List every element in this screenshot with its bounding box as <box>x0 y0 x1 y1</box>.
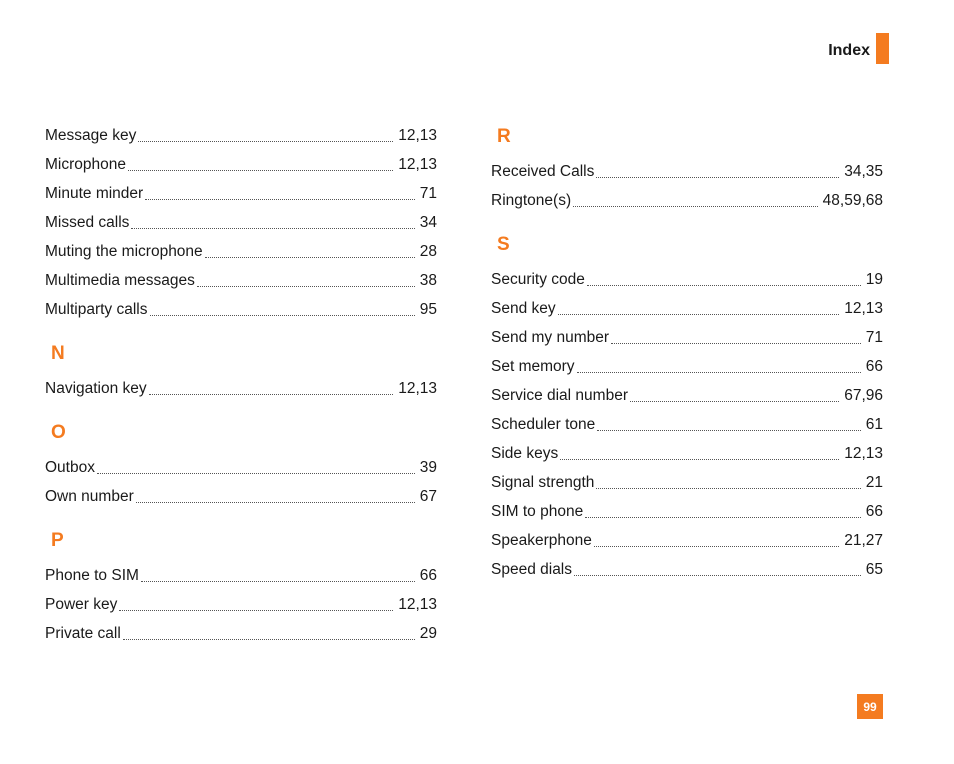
dot-leader <box>150 315 415 316</box>
index-entry <box>491 157 883 186</box>
index-entry-page: 28 <box>419 243 437 260</box>
dot-leader <box>123 639 415 640</box>
index-column-right <box>491 121 883 584</box>
index-column-left <box>45 121 437 648</box>
index-entry <box>45 482 437 511</box>
index-entry <box>45 150 437 179</box>
dot-leader <box>573 206 818 207</box>
index-entry <box>45 590 437 619</box>
index-entry-page: 71 <box>865 329 883 346</box>
index-entry <box>45 561 437 590</box>
index-entry-name: Outbox <box>45 459 95 476</box>
index-entry <box>491 381 883 410</box>
index-entry-page: 48,59,68 <box>822 192 883 209</box>
index-entry-page: 66 <box>419 567 437 584</box>
index-entry-page: 12,13 <box>398 127 437 144</box>
index-entry-page: 38 <box>419 272 437 289</box>
index-entry-name: Microphone <box>45 156 126 173</box>
index-entry <box>45 453 437 482</box>
index-entry <box>45 237 437 266</box>
index-entry <box>491 323 883 352</box>
dot-leader <box>611 343 861 344</box>
index-entry-name: Own number <box>45 488 134 505</box>
index-entry-page: 71 <box>419 185 437 202</box>
dot-leader <box>141 581 415 582</box>
dot-leader <box>149 394 394 395</box>
index-entry-name: Set memory <box>491 358 575 375</box>
header-accent-bar <box>876 33 889 64</box>
index-entry-name: Phone to SIM <box>45 567 139 584</box>
index-entry-page: 61 <box>865 416 883 433</box>
index-entry-page: 66 <box>865 503 883 520</box>
index-entry-page: 67 <box>419 488 437 505</box>
index-entry-name: Speed dials <box>491 561 573 578</box>
index-entry <box>45 295 437 324</box>
dot-leader <box>587 285 861 286</box>
index-entry-page: 12,13 <box>398 156 437 173</box>
index-entry-page: 19 <box>865 271 883 288</box>
index-entry-name: Multiparty calls <box>45 301 148 318</box>
index-entry-page: 12,13 <box>844 300 883 317</box>
index-entry-name: Message key <box>45 127 137 144</box>
index-entry-name: Received Calls <box>491 163 595 180</box>
index-entry <box>491 526 883 555</box>
index-letter-heading: S <box>497 234 510 255</box>
dot-leader <box>558 314 840 315</box>
index-entry-name: Scheduler tone <box>491 416 596 433</box>
index-letter-heading: O <box>51 422 66 443</box>
dot-leader <box>585 517 861 518</box>
index-entry-name: Private call <box>45 625 121 642</box>
index-entry-page: 21,27 <box>844 532 883 549</box>
index-entry <box>491 555 883 584</box>
index-entry-page: 12,13 <box>844 445 883 462</box>
index-entry <box>491 468 883 497</box>
dot-leader <box>577 372 861 373</box>
page-header-title: Index <box>828 42 870 59</box>
index-entry-name: SIM to phone <box>491 503 584 520</box>
index-entry-name: Send key <box>491 300 556 317</box>
index-entry-page: 12,13 <box>398 380 437 397</box>
index-entry <box>491 352 883 381</box>
dot-leader <box>119 610 393 611</box>
index-letter-heading: R <box>497 126 511 147</box>
dot-leader <box>131 228 414 229</box>
index-entry <box>45 374 437 403</box>
index-letter-heading: P <box>51 530 64 551</box>
index-entry <box>491 410 883 439</box>
index-letter-heading: N <box>51 343 65 364</box>
index-entry <box>491 186 883 215</box>
dot-leader <box>574 575 861 576</box>
index-entry <box>45 208 437 237</box>
dot-leader <box>594 546 839 547</box>
index-entry-name: Muting the microphone <box>45 243 203 260</box>
index-entry-page: 95 <box>419 301 437 318</box>
index-entry <box>491 439 883 468</box>
index-entry-name: Security code <box>491 271 585 288</box>
index-entry-page: 67,96 <box>844 387 883 404</box>
dot-leader <box>138 141 393 142</box>
index-entry-page: 34 <box>419 214 437 231</box>
index-entry-page: 34,35 <box>844 163 883 180</box>
index-entry-page: 12,13 <box>398 596 437 613</box>
index-entry <box>45 121 437 150</box>
index-entry <box>45 266 437 295</box>
dot-leader <box>128 170 393 171</box>
dot-leader <box>596 488 860 489</box>
index-entry-name: Send my number <box>491 329 610 346</box>
index-entry <box>491 294 883 323</box>
dot-leader <box>197 286 415 287</box>
index-entry-page: 66 <box>865 358 883 375</box>
index-entry-name: Side keys <box>491 445 559 462</box>
index-entry-name: Ringtone(s) <box>491 192 572 209</box>
index-entry-name: Service dial number <box>491 387 628 404</box>
dot-leader <box>596 177 839 178</box>
dot-leader <box>145 199 415 200</box>
index-entry-name: Speakerphone <box>491 532 592 549</box>
index-entry <box>45 179 437 208</box>
index-entry-page: 29 <box>419 625 437 642</box>
index-entry-name: Signal strength <box>491 474 595 491</box>
dot-leader <box>597 430 860 431</box>
index-entry-page: 65 <box>865 561 883 578</box>
index-entry <box>491 497 883 526</box>
index-entry-name: Power key <box>45 596 118 613</box>
index-entry-name: Minute minder <box>45 185 144 202</box>
index-entry-name: Multimedia messages <box>45 272 195 289</box>
dot-leader <box>630 401 839 402</box>
dot-leader <box>560 459 839 460</box>
dot-leader <box>97 473 415 474</box>
index-entry-name: Navigation key <box>45 380 147 397</box>
page-number-badge: 99 <box>857 694 883 719</box>
index-entry-name: Missed calls <box>45 214 130 231</box>
dot-leader <box>205 257 415 258</box>
index-entry-page: 39 <box>419 459 437 476</box>
index-entry <box>491 265 883 294</box>
dot-leader <box>136 502 415 503</box>
index-entry-page: 21 <box>865 474 883 491</box>
index-entry <box>45 619 437 648</box>
